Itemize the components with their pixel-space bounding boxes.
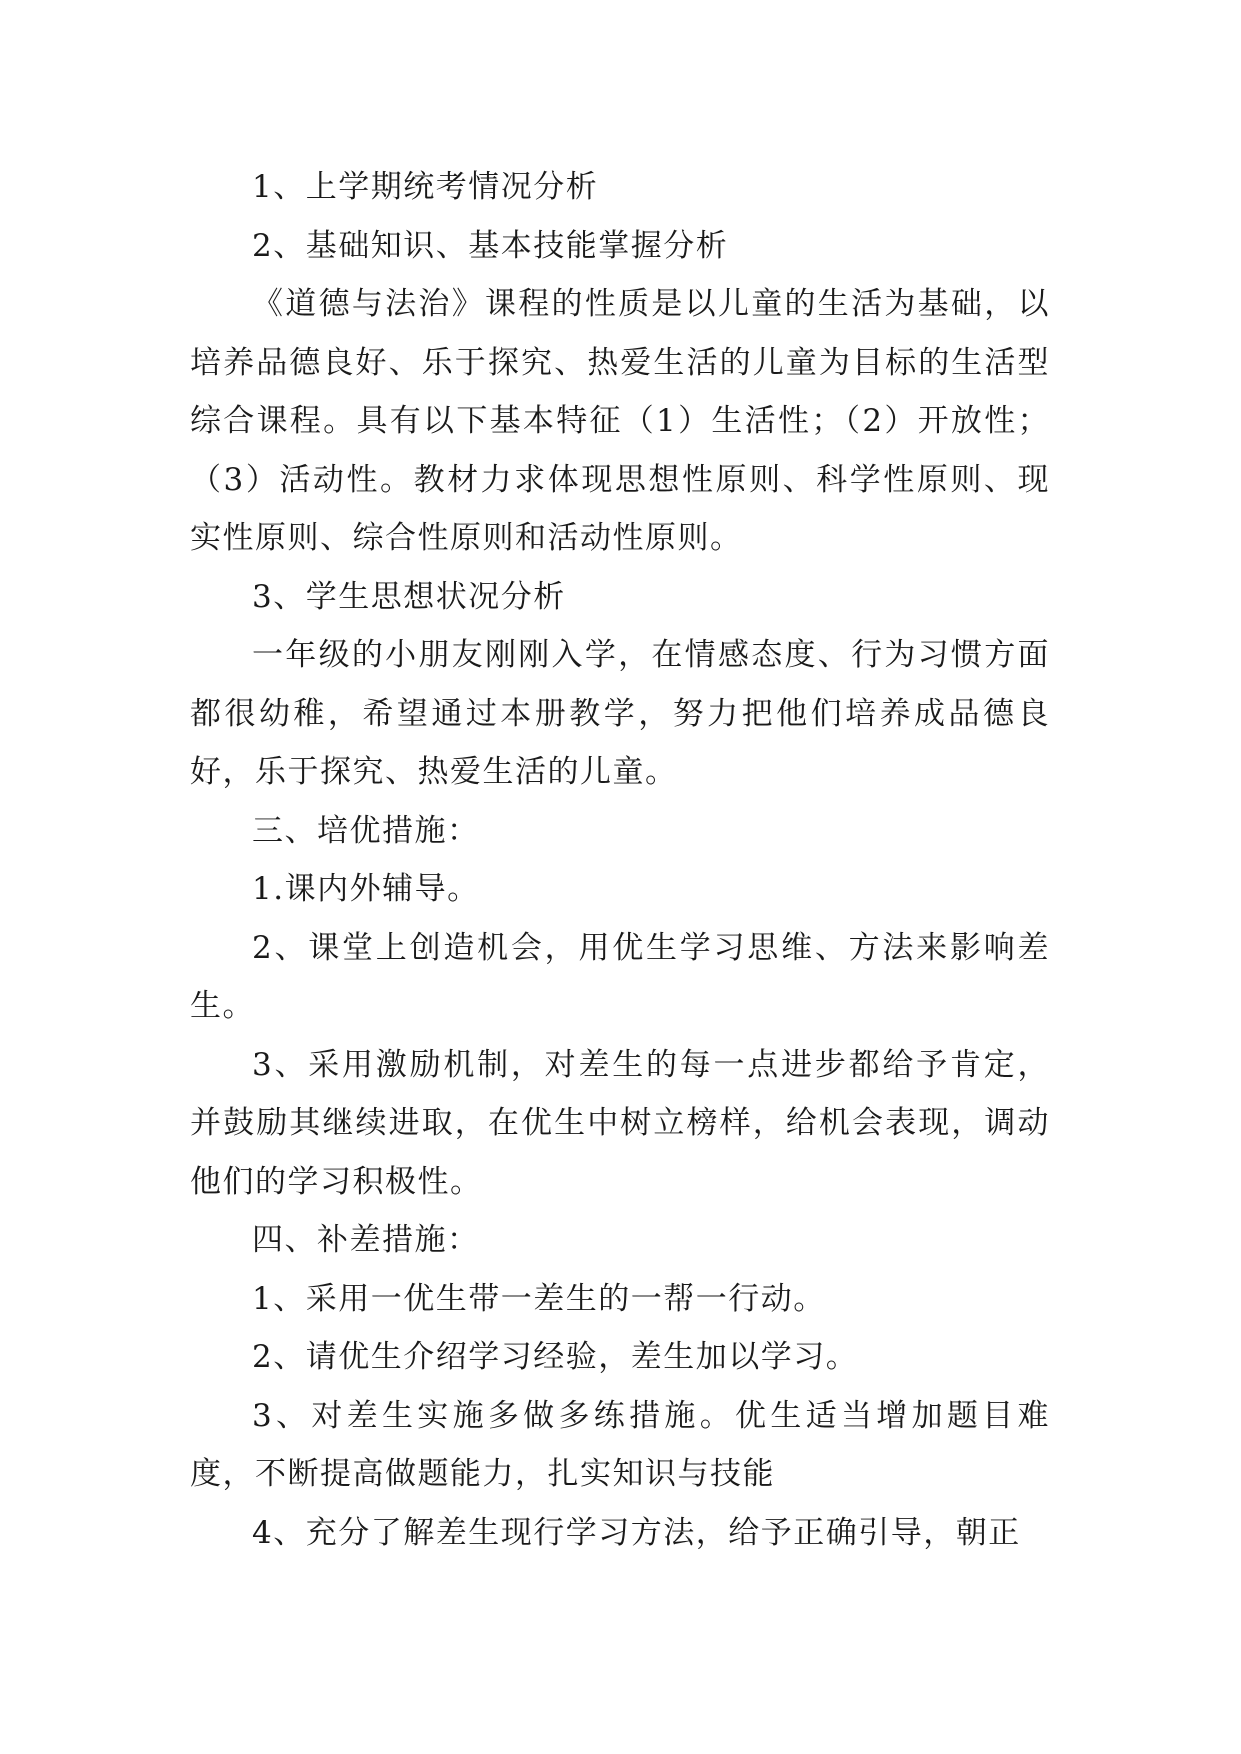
paragraph-list-item: 2、请优生介绍学习经验，差生加以学习。 bbox=[252, 1339, 859, 1375]
paragraph-body: 一年级的小朋友刚刚入学，在情感态度、行为习惯方面都很幼稚，希望通过本册教学，努力把他们培养成品德良好，乐于探究、热爱生活的儿童。 bbox=[190, 637, 1050, 790]
paragraph-section-heading: 四、补差措施： bbox=[252, 1222, 480, 1258]
paragraph-list-item: 3、采用激励机制，对差生的每一点进步都给予肯定，并鼓励其继续进取，在优生中树立榜样，给机会表现，调动他们的学习积极性。 bbox=[190, 1046, 1050, 1200]
document-body bbox=[190, 158, 1050, 1562]
paragraph-list-item: 2、课堂上创造机会，用优生学习思维、方法来影响差生。 bbox=[190, 929, 1050, 1024]
paragraph-list-item: 4、充分了解差生现行学习方法，给予正确引导，朝正 bbox=[252, 1514, 1021, 1551]
paragraph-section-heading: 3、学生思想状况分析 bbox=[252, 578, 566, 615]
paragraph-list-item: 3、对差生实施多做多练措施。优生适当增加题目难度，不断提高做题能力，扎实知识与技能 bbox=[190, 1397, 1050, 1492]
paragraph-list-item: 1.课内外辅导。 bbox=[252, 871, 480, 907]
paragraph-section-heading: 1、上学期统考情况分析 bbox=[252, 169, 599, 205]
paragraph-body: 《道德与法治》课程的性质是以儿童的生活为基础，以培养品德良好、乐于探究、热爱生活的儿童为目标的生活型综合课程。具有以下基本特征（1）生活性；（2）开放性；（3）活动性。教材力求体现思想性原则、科学性原则、现实性原则、综合性原则和活动性原则。 bbox=[190, 286, 1050, 556]
paragraph-list-item: 1、采用一优生带一差生的一帮一行动。 bbox=[252, 1280, 826, 1317]
paragraph-section-heading: 三、培优措施： bbox=[252, 812, 480, 849]
paragraph-section-heading: 2、基础知识、基本技能掌握分析 bbox=[252, 227, 729, 264]
